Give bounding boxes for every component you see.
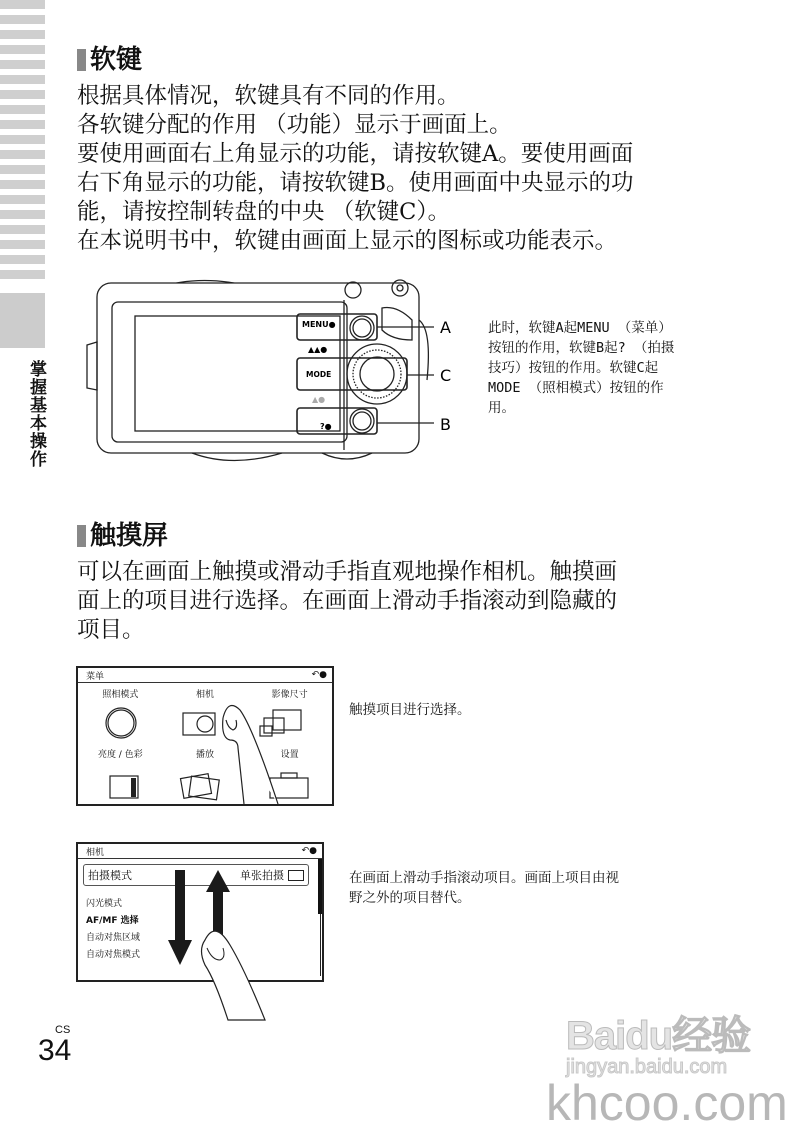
back-icon[interactable]: ↶● (311, 670, 327, 680)
panel-title: 相机 (86, 847, 105, 858)
note-line: MODE （照相模式）按钮的作 (488, 380, 664, 396)
item-label: 拍摄模式 (88, 869, 132, 882)
heading-touch-screen (77, 521, 168, 551)
scrollbar-thumb[interactable] (318, 859, 322, 914)
note-line: 按钮的作用，软键B起? （拍摄 (488, 340, 675, 356)
scrollbar-track (320, 914, 321, 976)
touch-screen-paragraph (77, 558, 717, 645)
para-line: 可以在画面上触摸或滑动手指直观地操作相机。触摸画 (77, 559, 618, 585)
soft-keys-paragraph (77, 82, 717, 256)
language-code: CS (55, 1024, 71, 1036)
watermark-url: jingyan.baidu.com (566, 1056, 728, 1078)
section-tab-stripes (0, 0, 45, 285)
watermark-site: khcoo.com (546, 1075, 788, 1131)
svg-text:▲▲●: ▲▲● (308, 345, 328, 354)
svg-text:A: A (440, 318, 451, 337)
svg-text:MODE: MODE (306, 370, 332, 379)
section-label: 掌握基本操作 (26, 360, 46, 468)
menu-item-playback[interactable]: 播放 (195, 750, 214, 760)
note-line: 此时，软键A起MENU （菜单） (488, 320, 672, 336)
note-line: 技巧）按钮的作用。软键C起 (488, 360, 659, 376)
camera-back-diagram (82, 270, 482, 470)
heading-soft-keys (77, 45, 142, 75)
panel-title: 菜单 (86, 671, 105, 682)
page-number: 34 (38, 1034, 72, 1067)
active-section-tab (0, 293, 45, 348)
para-line: 项目。 (77, 617, 145, 643)
item-value: 单张拍摄 (240, 869, 284, 882)
heading-marker (77, 525, 86, 547)
menu-item-image-size[interactable]: 影像尺寸 (271, 690, 308, 700)
list-item-af-mode[interactable]: 自动对焦模式 (86, 950, 141, 960)
menu-item-shooting-mode[interactable]: 照相模式 (102, 690, 139, 700)
heading-text: 软键 (90, 45, 143, 75)
note-line: 用。 (488, 400, 515, 416)
menu-screen-panel (76, 666, 334, 806)
para-line: 能，请按控制转盘的中央 （软键C）。 (77, 199, 451, 225)
list-item-af-mf[interactable]: AF/MF 选择 (86, 916, 139, 926)
heading-marker (77, 49, 86, 71)
panel-title-bar (78, 844, 322, 859)
camera-illustration (82, 270, 482, 470)
para-line: 要使用画面右上角显示的功能，请按软键A。要使用画面 (77, 141, 634, 167)
para-line: 在本说明书中，软键由画面上显示的图标或功能表示。 (77, 228, 618, 254)
para-line: 右下角显示的功能，请按软键B。使用画面中央显示的功 (77, 170, 634, 196)
svg-text:C: C (440, 366, 452, 385)
para-line: 根据具体情况，软键具有不同的作用。 (77, 83, 460, 109)
menu-panel-note: 触摸项目进行选择。 (349, 702, 471, 718)
scroll-gesture-illustration (160, 870, 270, 1040)
list-item-flash-mode[interactable]: 闪光模式 (86, 899, 123, 909)
list-item-af-area[interactable]: 自动对焦区域 (86, 933, 141, 943)
drive-mode-icon (288, 870, 304, 881)
soft-key-note (488, 318, 698, 418)
heading-text: 触摸屏 (90, 521, 169, 551)
menu-icons-and-finger (78, 668, 332, 804)
note-line: 野之外的项目替代。 (349, 890, 471, 906)
menu-item-camera[interactable]: 相机 (195, 690, 214, 700)
watermark-brand: Baidu经验 (566, 1014, 751, 1058)
svg-text:MENU●: MENU● (302, 320, 336, 329)
note-line: 在画面上滑动手指滚动项目。画面上项目由视 (349, 870, 619, 886)
menu-item-brightness-color[interactable]: 亮度 / 色彩 (97, 750, 143, 760)
menu-item-setup[interactable]: 设置 (280, 750, 299, 760)
para-line: 面上的项目进行选择。在画面上滑动手指滚动到隐藏的 (77, 588, 618, 614)
watermark (546, 1004, 788, 1131)
svg-text:?●: ?● (320, 422, 332, 431)
svg-text:B: B (440, 415, 451, 434)
back-icon[interactable]: ↶● (301, 846, 317, 856)
svg-text:▲●: ▲● (312, 395, 326, 404)
camera-panel-note (349, 868, 619, 908)
para-line: 各软键分配的作用 （功能）显示于画面上。 (77, 112, 512, 138)
